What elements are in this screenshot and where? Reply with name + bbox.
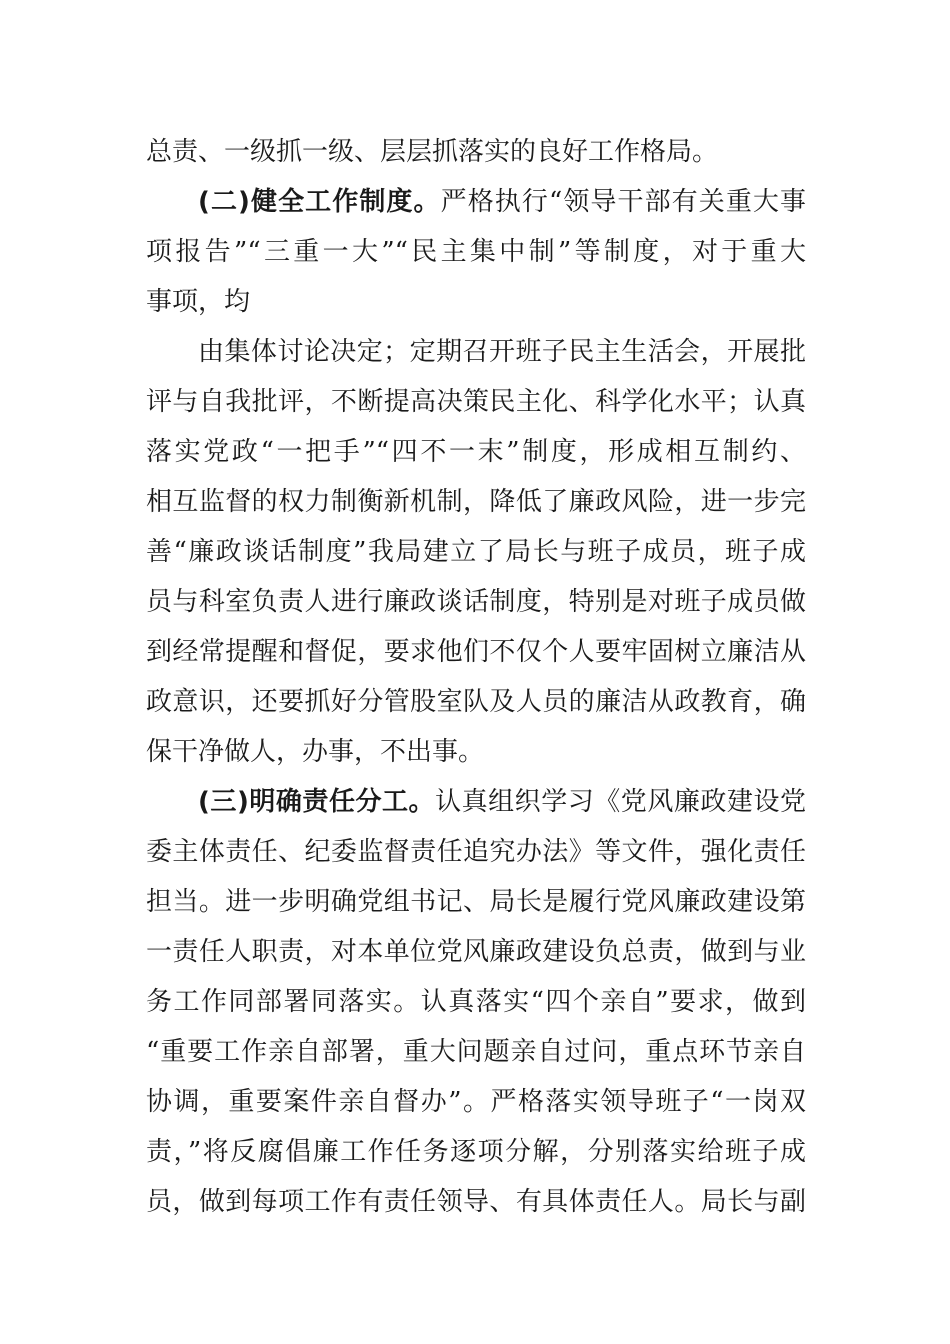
text-line: 一责任人职责，对本单位党风廉政建设负总责，做到与业 — [146, 937, 806, 967]
text-line: “重要工作亲自部署，重大问题亲自过问，重点环节亲自 — [146, 1037, 806, 1067]
text-line: 务工作同部署同落实。认真落实“四个亲自”要求，做到 — [146, 987, 806, 1017]
text-line: 责，”将反腐倡廉工作任务逐项分解，分别落实给班子成 — [146, 1137, 806, 1167]
text-line: 落实党政“一把手”“四不一末”制度，形成相互制约、 — [146, 437, 806, 467]
text-line: 政意识，还要抓好分管股室队及人员的廉洁从政教育，确 — [146, 687, 806, 717]
section-3-first-line: (三)明确责任分工。认真组织学习《党风廉政建设党 — [198, 787, 806, 817]
text-line: 项报告”“三重一大”“民主集中制”等制度，对于重大 — [146, 237, 806, 267]
text-line: 员与科室负责人进行廉政谈话制度，特别是对班子成员做 — [146, 587, 806, 617]
text-line: 总责、一级抓一级、层层抓落实的良好工作格局。 — [146, 137, 719, 167]
section-2-first-line: (二)健全工作制度。严格执行“领导干部有关重大事 — [198, 187, 806, 217]
text-line: 相互监督的权力制衡新机制，降低了廉政风险，进一步完 — [146, 487, 806, 517]
section-2-heading: (二)健全工作制度。 — [198, 187, 441, 217]
section-3-heading: (三)明确责任分工。 — [198, 787, 436, 817]
text-line: 担当。进一步明确党组书记、局长是履行党风廉政建设第 — [146, 887, 806, 917]
text-line: 委主体责任、纪委监督责任追究办法》等文件，强化责任 — [146, 837, 806, 867]
text-line: 由集体讨论决定；定期召开班子民主生活会，开展批 — [198, 337, 806, 367]
text-line: 到经常提醒和督促，要求他们不仅个人要牢固树立廉洁从 — [146, 637, 806, 667]
text-line: 事项，均 — [146, 287, 251, 317]
text-line: 善“廉政谈话制度”我局建立了局长与班子成员，班子成 — [146, 537, 806, 567]
text-line: 保干净做人，办事，不出事。 — [146, 737, 485, 767]
text-line: 协调，重要案件亲自督办”。严格落实领导班子“一岗双 — [146, 1087, 806, 1117]
text-line: 员，做到每项工作有责任领导、有具体责任人。局长与副 — [146, 1187, 806, 1217]
text-line: 评与自我批评，不断提高决策民主化、科学化水平；认真 — [146, 387, 806, 417]
